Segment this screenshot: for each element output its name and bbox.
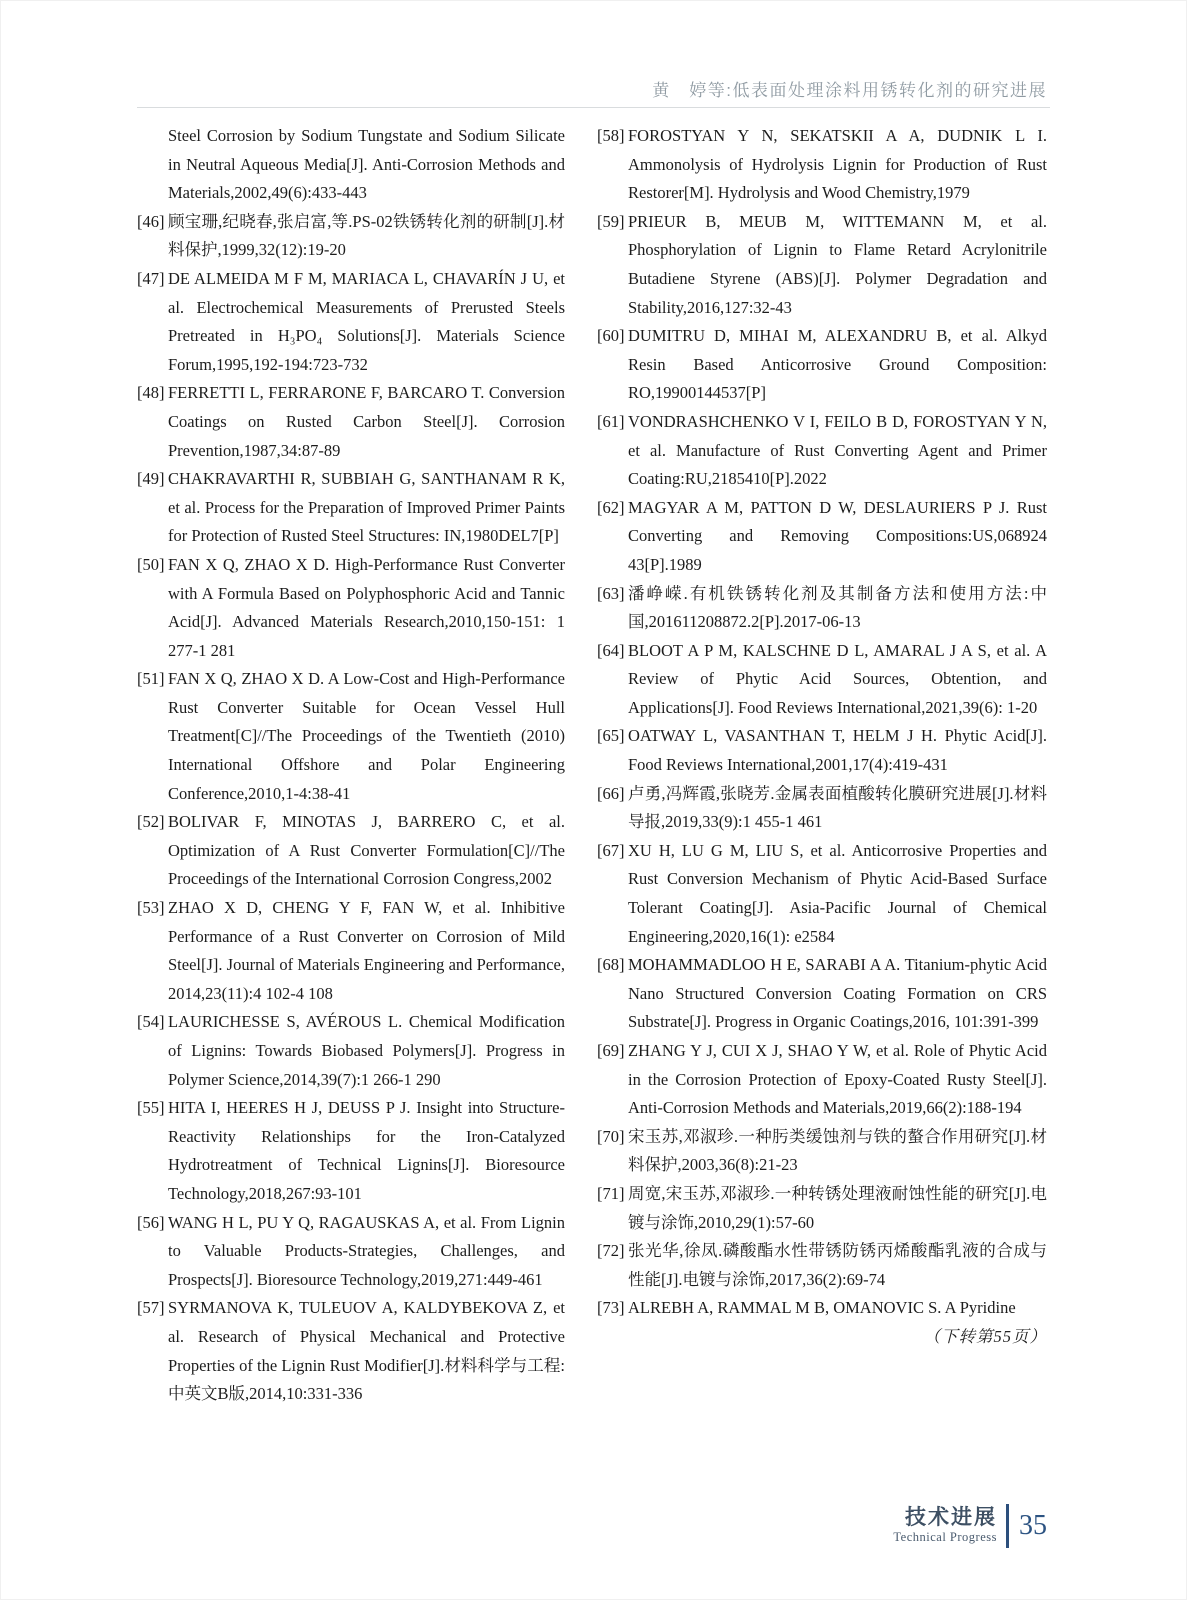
reference-text: SYRMANOVA K, TULEUOV A, KALDYBEKOVA Z, et al. Research of Physical Mechanical and Protective Properties of the Lignin Rust Modifier[J].材料科学与工程:中英文B版,2014,10:331-336: [168, 1298, 565, 1404]
footer-section-title-en: Technical Progress: [893, 1530, 997, 1544]
footer-section-title-cn: 技术进展: [905, 1506, 997, 1529]
reference-number: [55]: [137, 1098, 165, 1118]
reference-text: PRIEUR B, MEUB M, WITTEMANN M, et al. Phosphorylation of Lignin to Flame Retard Acrylonitrile Butadiene Styrene (ABS)[J]. Polymer Degradation and Stability,2016,127:32-43: [628, 211, 1047, 317]
footer-section-labels: [893, 1507, 997, 1545]
footer-divider-bar: [1006, 1504, 1009, 1548]
reference-number: [56]: [137, 1212, 165, 1232]
header-rule: [137, 107, 1050, 108]
reference-item: [137, 465, 565, 551]
reference-text: ALREBH A, RAMMAL M B, OMANOVIC S. A Pyridine: [628, 1298, 1016, 1318]
reference-number: [69]: [597, 1041, 625, 1060]
reference-text: 卢勇,冯辉霞,张晓芳.金属表面植酸转化膜研究进展[J].材料导报,2019,33(9):1 455-1 461: [628, 783, 1047, 832]
reference-text: ZHAO X D, CHENG Y F, FAN W, et al. Inhibitive Performance of a Rust Converter on Corrosion of Mild Steel[J]. Journal of Materials Engineering and Performance, 2014,23(11):4 102-4 108: [168, 898, 565, 1003]
reference-number: [62]: [597, 497, 625, 517]
reference-text: OATWAY L, VASANTHAN T, HELM J H. Phytic Acid[J]. Food Reviews International,2001,17(4):419-431: [628, 726, 1047, 775]
reference-item: [597, 722, 1047, 779]
reference-item: [137, 1294, 565, 1408]
reference-number: [58]: [597, 126, 625, 145]
reference-text: MAGYAR A M, PATTON D W, DESLAURIERS P J. Rust Converting and Removing Compositions:US,068924 43[P].1989: [628, 497, 1047, 574]
reference-item: [597, 951, 1047, 1037]
reference-number: [57]: [137, 1298, 165, 1318]
reference-text: HITA I, HEERES H J, DEUSS P J. Insight into Structure-Reactivity Relationships for the Iron-Catalyzed Hydrotreatment of Technical Lignins[J]. Bioresource Technology,2018,267:93-101: [168, 1098, 565, 1203]
reference-item: [137, 379, 565, 465]
reference-item: [597, 122, 1047, 208]
reference-number: [61]: [597, 411, 625, 431]
reference-item: [597, 208, 1047, 322]
reference-item: [137, 1209, 565, 1295]
reference-item: [137, 551, 565, 665]
reference-item: [597, 322, 1047, 408]
reference-text: DE ALMEIDA M F M, MARIACA L, CHAVARÍN J U, et al. Electrochemical Measurements of Prerusted Steels Pretreated in H₃PO₄ Solutions[J]. Materials Science Forum,1995,192-194:723-732: [168, 268, 565, 374]
reference-item: [137, 808, 565, 894]
reference-item: [597, 637, 1047, 723]
reference-text: 顾宝珊,纪晓春,张启富,等.PS-02铁锈转化剂的研制[J].材料保护,1999,32(12):19-20: [168, 211, 565, 260]
reference-item: [597, 580, 1047, 637]
reference-number: [66]: [597, 783, 625, 803]
reference-text: FAN X Q, ZHAO X D. High-Performance Rust Converter with A Formula Based on Polyphosphoric Acid and Tannic Acid[J]. Advanced Materials Research,2010,150-151: 1 277-1 281: [168, 554, 565, 660]
reference-number: [72]: [597, 1241, 625, 1261]
reference-item: [137, 665, 565, 808]
reference-item: [597, 780, 1047, 837]
references-list-right: [597, 122, 1047, 1323]
reference-text: 张光华,徐凤.磷酸酯水性带锈防锈丙烯酸酯乳液的合成与性能[J].电镀与涂饰,2017,36(2):69-74: [628, 1241, 1047, 1289]
reference-item: [137, 122, 565, 208]
reference-number: [70]: [597, 1126, 625, 1146]
page-number: 35: [1019, 1510, 1047, 1541]
reference-number: [63]: [597, 583, 625, 603]
reference-number: [64]: [597, 640, 625, 660]
reference-number: [68]: [597, 955, 625, 975]
reference-item: [137, 1008, 565, 1094]
reference-item: [597, 1123, 1047, 1180]
reference-item: [597, 1180, 1047, 1237]
running-header: 黄 婷等:低表面处理涂料用锈转化剂的研究进展: [652, 81, 1047, 100]
reference-number: [73]: [597, 1298, 625, 1318]
reference-item: [597, 408, 1047, 494]
reference-text: LAURICHESSE S, AVÉROUS L. Chemical Modification of Lignins: Towards Biobased Polymers[J]. Progress in Polymer Science,2014,39(7):1 266-1 290: [168, 1012, 565, 1089]
reference-item: [137, 1094, 565, 1208]
reference-item: [597, 494, 1047, 580]
reference-item: [137, 265, 565, 379]
reference-number: [59]: [597, 211, 625, 231]
reference-number: [48]: [137, 383, 165, 403]
reference-number: [50]: [137, 554, 165, 574]
reference-item: [597, 1294, 1047, 1323]
reference-number: [67]: [597, 840, 625, 860]
reference-item: [137, 208, 565, 265]
reference-text: DUMITRU D, MIHAI M, ALEXANDRU B, et al. Alkyd Resin Based Anticorrosive Ground Composition: RO,19900144537[P]: [628, 326, 1047, 403]
reference-number: [60]: [597, 326, 625, 346]
reference-text: CHAKRAVARTHI R, SUBBIAH G, SANTHANAM R K, et al. Process for the Preparation of Improved Primer Paints for Protection of Rusted Steel Structures: IN,1980DEL7[P]: [168, 469, 565, 546]
reference-number: [49]: [137, 469, 165, 489]
reference-text: 宋玉苏,邓淑珍.一种肟类缓蚀剂与铁的螯合作用研究[J].材料保护,2003,36(8):21-23: [628, 1126, 1047, 1175]
reference-text: FAN X Q, ZHAO X D. A Low-Cost and High-Performance Rust Converter Suitable for Ocean Vessel Hull Treatment[C]//The Proceedings of the Twentieth (2010) International Offshore and Polar Engineering Conference,2010,1-4:38-41: [168, 669, 565, 803]
page-footer: [893, 1504, 1047, 1548]
reference-text: 周宽,宋玉苏,邓淑珍.一种转锈处理液耐蚀性能的研究[J].电镀与涂饰,2010,29(1):57-60: [628, 1183, 1047, 1232]
reference-number: [53]: [137, 898, 165, 918]
reference-item: [597, 1037, 1047, 1123]
reference-text: Steel Corrosion by Sodium Tungstate and Sodium Silicate in Neutral Aqueous Media[J]. Anti-Corrosion Methods and Materials,2002,49(6):433-443: [168, 126, 565, 203]
reference-number: [65]: [597, 726, 625, 746]
reference-item: [597, 837, 1047, 951]
reference-text: 潘峥嵘.有机铁锈转化剂及其制备方法和使用方法:中国,201611208872.2[P].2017-06-13: [628, 583, 1047, 632]
reference-number: [71]: [597, 1183, 625, 1203]
reference-text: WANG H L, PU Y Q, RAGAUSKAS A, et al. From Lignin to Valuable Products-Strategies, Challenges, and Prospects[J]. Bioresource Technology,2019,271:449-461: [168, 1212, 565, 1289]
reference-item: [137, 894, 565, 1008]
references-section: [137, 122, 1047, 1409]
reference-text: FERRETTI L, FERRARONE F, BARCARO T. Conversion Coatings on Rusted Carbon Steel[J]. Corrosion Prevention,1987,34:87-89: [168, 383, 565, 460]
reference-item: [597, 1237, 1047, 1294]
reference-text: XU H, LU G M, LIU S, et al. Anticorrosive Properties and Rust Conversion Mechanism of Phytic Acid-Based Surface Tolerant Coating[J]. Asia-Pacific Journal of Chemical Engineering,2020,16(1): e2584: [628, 840, 1047, 946]
reference-number: [46]: [137, 211, 165, 231]
reference-text: ZHANG Y J, CUI X J, SHAO Y W, et al. Role of Phytic Acid in the Corrosion Protection of Epoxy-Coated Rusty Steel[J]. Anti-Corrosion Methods and Materials,2019,66(2):188-194: [628, 1041, 1047, 1118]
reference-text: VONDRASHCHENKO V I, FEILO B D, FOROSTYAN Y N, et al. Manufacture of Rust Converting Agent and Primer Coating:RU,2185410[P].2022: [628, 411, 1047, 489]
continuation-note: （下转第55页）: [923, 1326, 1047, 1346]
references-column-right: [597, 122, 1047, 1409]
reference-text: MOHAMMADLOO H E, SARABI A A. Titanium-phytic Acid Nano Structured Conversion Coating Formation on CRS Substrate[J]. Progress in Organic Coatings,2016, 101:391-399: [628, 955, 1047, 1032]
reference-text: BLOOT A P M, KALSCHNE D L, AMARAL J A S, et al. A Review of Phytic Acid Sources, Obtention, and Applications[J]. Food Reviews International,2021,39(6): 1-20: [628, 640, 1047, 717]
reference-text: FOROSTYAN Y N, SEKATSKII A A, DUDNIK L I. Ammonolysis of Hydrolysis Lignin for Production of Rust Restorer[M]. Hydrolysis and Wood Chemistry,1979: [628, 126, 1047, 203]
references-column-left: [137, 122, 565, 1409]
reference-number: [51]: [137, 669, 165, 689]
reference-number: [52]: [137, 812, 165, 832]
reference-number: [54]: [137, 1012, 165, 1032]
reference-text: BOLIVAR F, MINOTAS J, BARRERO C, et al. Optimization of A Rust Converter Formulation[C]//The Proceedings of the International Corrosion Congress,2002: [168, 812, 565, 889]
reference-number: [47]: [137, 268, 165, 288]
